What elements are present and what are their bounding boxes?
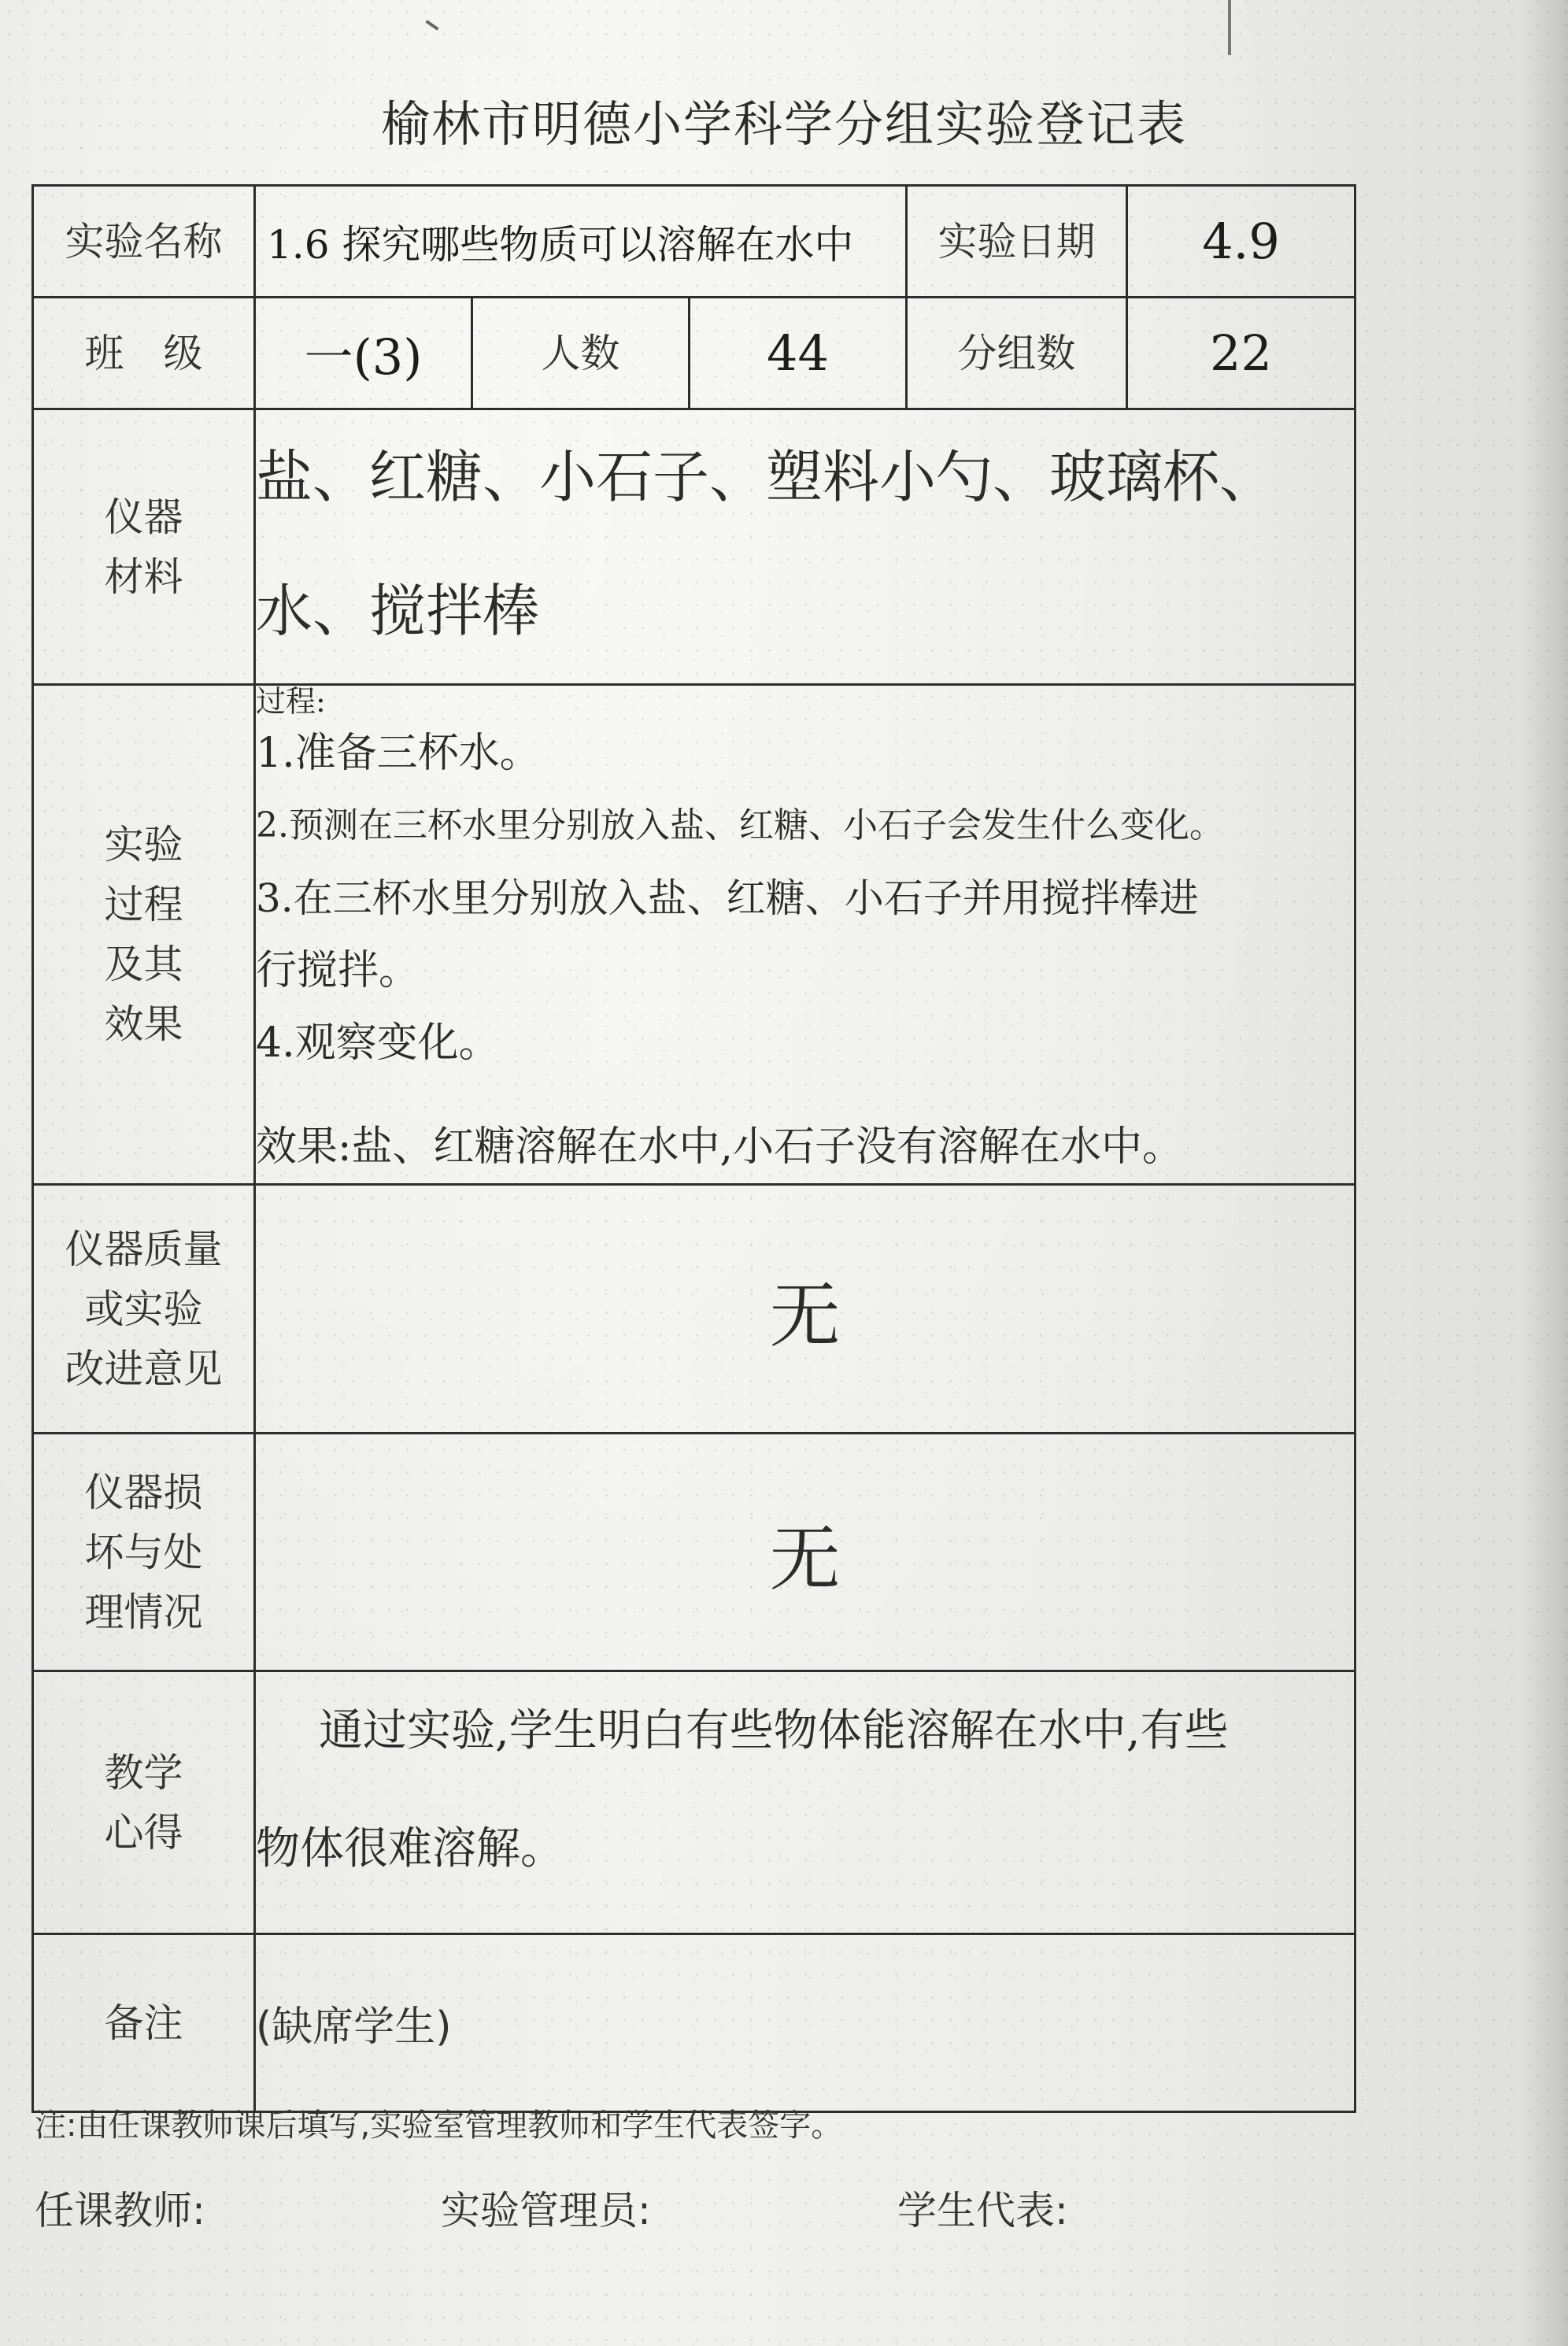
process-label-line4: 效果 [104,1001,183,1047]
experiment-date-value: 4.9 [1127,186,1355,298]
damage-label-line2: 坏与处 [84,1529,203,1575]
row-class-people-groups [33,298,1355,409]
page-edge-shadow [1521,0,1568,2346]
quality-label-line1: 仪器质量 [65,1226,223,1272]
process-step-1: 1.准备三杯水。 [256,730,541,777]
reflection-label-line1: 教学 [104,1749,183,1796]
process-step-2: 2.预测在三杯水里分别放入盐、红糖、小石子会发生什么变化。 [256,805,1224,846]
damage-label-line1: 仪器损 [84,1469,203,1515]
footer-note: 注:由任课教师课后填写,实验室管理教师和学生代表签字。 [35,2107,843,2144]
class-value: 一(3) [255,298,472,409]
reflection-label-line2: 心得 [104,1809,183,1856]
materials-label-line1: 仪器 [104,494,183,540]
row-damage [33,1434,1355,1671]
process-label-line3: 及其 [104,942,183,987]
process-value [255,685,1355,1185]
row-name-date [33,186,1355,298]
materials-label-line2: 材料 [104,553,183,600]
remarks-value: (缺席学生) [255,1934,1355,2112]
experiment-name-label: 实验名称 [33,186,255,298]
reflection-label [33,1671,255,1934]
quality-label-line3: 改进意见 [65,1345,223,1392]
damage-label [33,1434,255,1671]
reflection-value [255,1671,1355,1934]
quality-label [33,1185,255,1434]
process-label [33,685,255,1185]
teacher-signature-label: 任课教师: [35,2188,205,2233]
process-title: 过程: [256,684,326,719]
groups-value: 22 [1127,298,1355,409]
materials-line1: 盐、红糖、小石子、塑料小勺、玻璃杯、 [256,444,1277,510]
reflection-line1: 通过实验,学生明白有些物体能溶解在水中,有些 [319,1705,1229,1756]
class-label: 班 级 [33,298,255,409]
people-label: 人数 [472,298,690,409]
materials-line2: 水、搅拌棒 [256,578,540,644]
people-value: 44 [690,298,907,409]
process-effect: 效果:盐、红糖溶解在水中,小石子没有溶解在水中。 [256,1123,1184,1171]
remarks-label: 备注 [33,1934,255,2112]
process-label-line1: 实验 [104,822,183,868]
row-reflection [33,1671,1355,1934]
pen-tick-mark [425,20,438,31]
process-label-line2: 过程 [104,882,183,927]
process-step-3a: 3.在三杯水里分别放入盐、红糖、小石子并用搅拌棒进 [256,875,1199,921]
row-remarks [33,1934,1355,2112]
experiment-date-label: 实验日期 [907,186,1127,298]
form-title: 榆林市明德小学科学分组实验登记表 [380,95,1187,153]
process-step-4: 4.观察变化。 [256,1019,500,1067]
quality-label-line2: 或实验 [84,1286,203,1332]
top-edge-mark [1228,0,1231,55]
reflection-line2: 物体很难溶解。 [256,1823,564,1874]
student-rep-signature-label: 学生代表: [897,2188,1068,2233]
row-materials [33,409,1355,685]
groups-label: 分组数 [907,298,1127,409]
damage-label-line3: 理情况 [84,1589,203,1635]
experiment-name-value: 1.6 探究哪些物质可以溶解在水中 [255,186,907,298]
row-quality [33,1185,1355,1434]
quality-value: 无 [255,1185,1355,1434]
registration-form-table [31,184,1356,2113]
row-process [33,685,1355,1185]
admin-signature-label: 实验管理员: [441,2188,651,2233]
process-step-3b: 行搅拌。 [256,947,420,994]
damage-value: 无 [255,1434,1355,1671]
materials-label [33,409,255,685]
materials-value [255,409,1355,685]
